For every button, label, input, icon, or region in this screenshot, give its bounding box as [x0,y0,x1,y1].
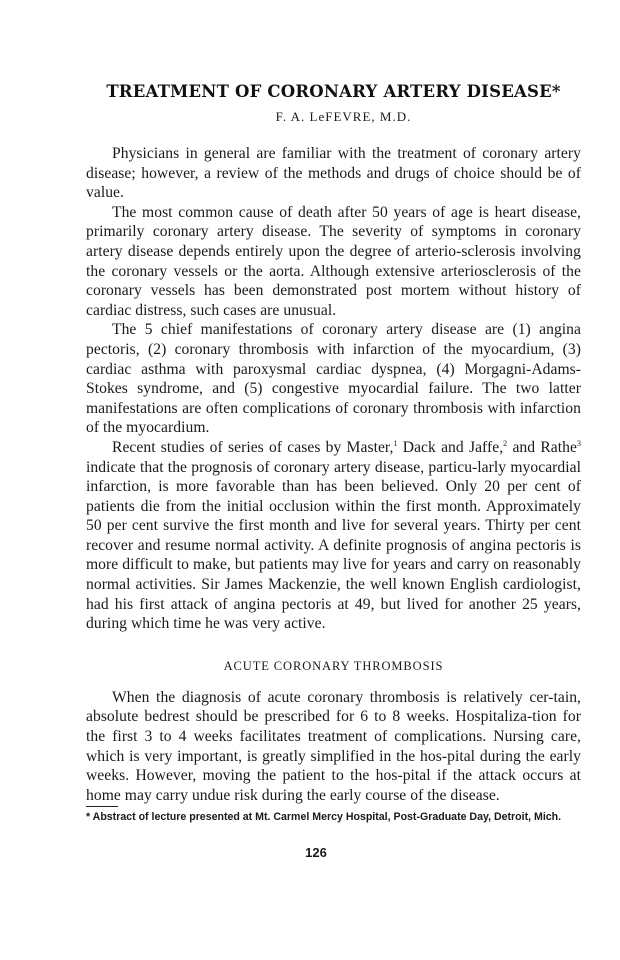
paragraph-prognosis-text: and Rathe [507,438,577,456]
page-number: 126 [305,845,327,860]
article-body [86,144,581,824]
article-author: F. A. LeFEVRE, M.D. [275,109,412,124]
footnote-divider [86,806,118,807]
footnote: * Abstract of lecture presented at Mt. Carmel Mercy Hospital, Post-Graduate Day, Detroit, Mich. [86,811,562,824]
section-heading: ACUTE CORONARY THROMBOSIS [223,658,444,673]
paragraph-intro: Physicians in general are familiar with the treatment of coronary artery disease; however, a review of the methods and drugs of choice should be of value. [86,145,581,202]
paragraph-prognosis-text: Recent studies of series of cases by Master, [112,438,394,456]
reference-marker: 2 [503,438,508,448]
article-title: TREATMENT OF CORONARY ARTERY DISEASE* [106,82,561,101]
reference-marker: 1 [393,438,398,448]
reference-marker: 3 [576,438,582,448]
paragraph-manifestations: The 5 chief manifestations of coronary artery disease are (1) angina pectoris, (2) coronary thrombosis with infarction of the myocardium, (3) cardiac asthma with paroxysmal cardiac dyspnea, (4) Morgagni-Adams-Stokes syndrome, and (5) congestive myocardial failure. The two latter manifestations are often complications of coronary thrombosis with infarction of the myocardium. [86,321,581,437]
paragraph-thrombosis: When the diagnosis of acute coronary thrombosis is relatively cer-tain, absolute bedrest should be prescribed for 6 to 8 weeks. Hospitaliza-tion for the first 3 to 4 weeks facilitates treatment of complications. Nursing care, which is very important, is greatly simplified in the hos-pital during the early weeks. However, moving the patient to the hos-pital if the attack occurs at home may carry undue risk during the early course of the disease. [86,688,581,804]
paragraph-prognosis-text: indicate that the prognosis of coronary artery disease, particu-larly myocardial infarction, is more favorable than has been believed. Only 20 per cent of patients die from the initial occlusion within the first month. Approximately 50 per cent survive the first month and live for several years. Thirty per cent recover and resume normal activity. A definite prognosis of angina pectoris is more difficult to make, but patients may live for years and carry on reasonably normal activities. Sir James Mackenzie, the well known English cardiologist, had his first attack of angina pectoris at 49, but lived for another 25 years, during which time he was very active. [86,458,581,633]
article-page [86,80,581,824]
paragraph-prognosis-text: Dack and Jaffe, [397,438,504,456]
paragraph-causes: The most common cause of death after 50 years of age is heart disease, primarily coronary artery disease. The severity of symptoms in coronary artery disease depends entirely upon the degree of arterio-sclerosis involving the coronary vessels or the aorta. Although extensive arteriosclerosis of the coronary vessels has been demonstrated post mortem without history of cardiac distress, such cases are unusual. [86,203,581,319]
paragraph-prognosis [86,438,581,634]
